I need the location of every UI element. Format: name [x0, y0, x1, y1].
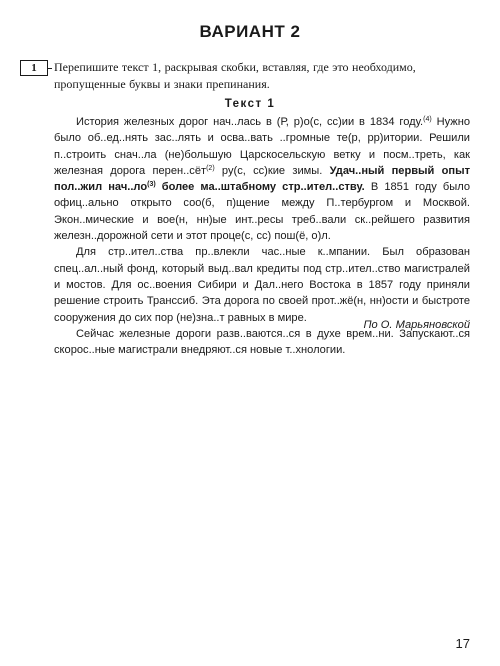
p1-bold-a: Удач..ный первый опыт пол..жил нач..ло: [54, 164, 470, 194]
footnote-marker: (3): [147, 181, 156, 189]
p1-part-b: Нужно было об..ед..нять зас..лять и осва..вать ..громные те(р, рр)итории. Решили п..строить снач..ла (не)большую Царскосельскую ветку и посм..треть, как железная дорога перен..сёт: [54, 116, 470, 177]
page-number: 17: [455, 636, 470, 651]
paragraph-3: Сейчас железные дороги разв..ваются..ся в духе врем..ни. Запускают..ся скорос..ные магистрали внедряют..ся новые т..хнологии.: [54, 327, 470, 357]
p1-bold-b: более ма..штабному стр..ител..ству.: [155, 181, 365, 194]
footnote-marker: (4): [423, 116, 432, 123]
p1-part-a: История железных дорог нач..лась в (Р, р)о(с, сс)ии в 1834 году.: [76, 116, 424, 128]
footnote-marker: (2): [206, 164, 215, 172]
variant-title: ВАРИАНТ 2: [199, 22, 301, 41]
task-instruction: Перепишите текст 1, раскрывая скобки, вставляя, где это необходимо, пропущенные буквы и знаки препинания.: [54, 60, 416, 91]
task-number-box: 1: [20, 60, 48, 76]
text-heading: Текст 1: [224, 98, 276, 110]
p1-part-d: В 1851 году было офиц..ально открыто соо(б, п)щение между П..тербургом и Москвой. Экон..мические и вое(н, нн)ые инт..ресы треб..вали ск..рейшего развития железн..дорожной сети и этот проце(с, сс) пош(ё, о)л.: [54, 181, 470, 243]
paragraph-1: [54, 114, 470, 244]
author-attribution: По О. Марьяновской: [363, 319, 470, 331]
paragraph-2: Для стр..ител..ства пр..влекли час..ные к..мпании. Был образован спец..ал..ный фонд, который выд..вал кредиты под стр..ител..ство магистралей и мостов. Для ос..воения Сибири и Дал..него Востока в 1857 году приняли решение строить Транссиб. Эта дорога по своей прот..жё(н, нн)ости и быстроте сооружения до сих пор (не)зна..т равных в мире.: [54, 246, 470, 324]
p1-part-c: ру(с, сс)кие зимы.: [214, 164, 330, 177]
